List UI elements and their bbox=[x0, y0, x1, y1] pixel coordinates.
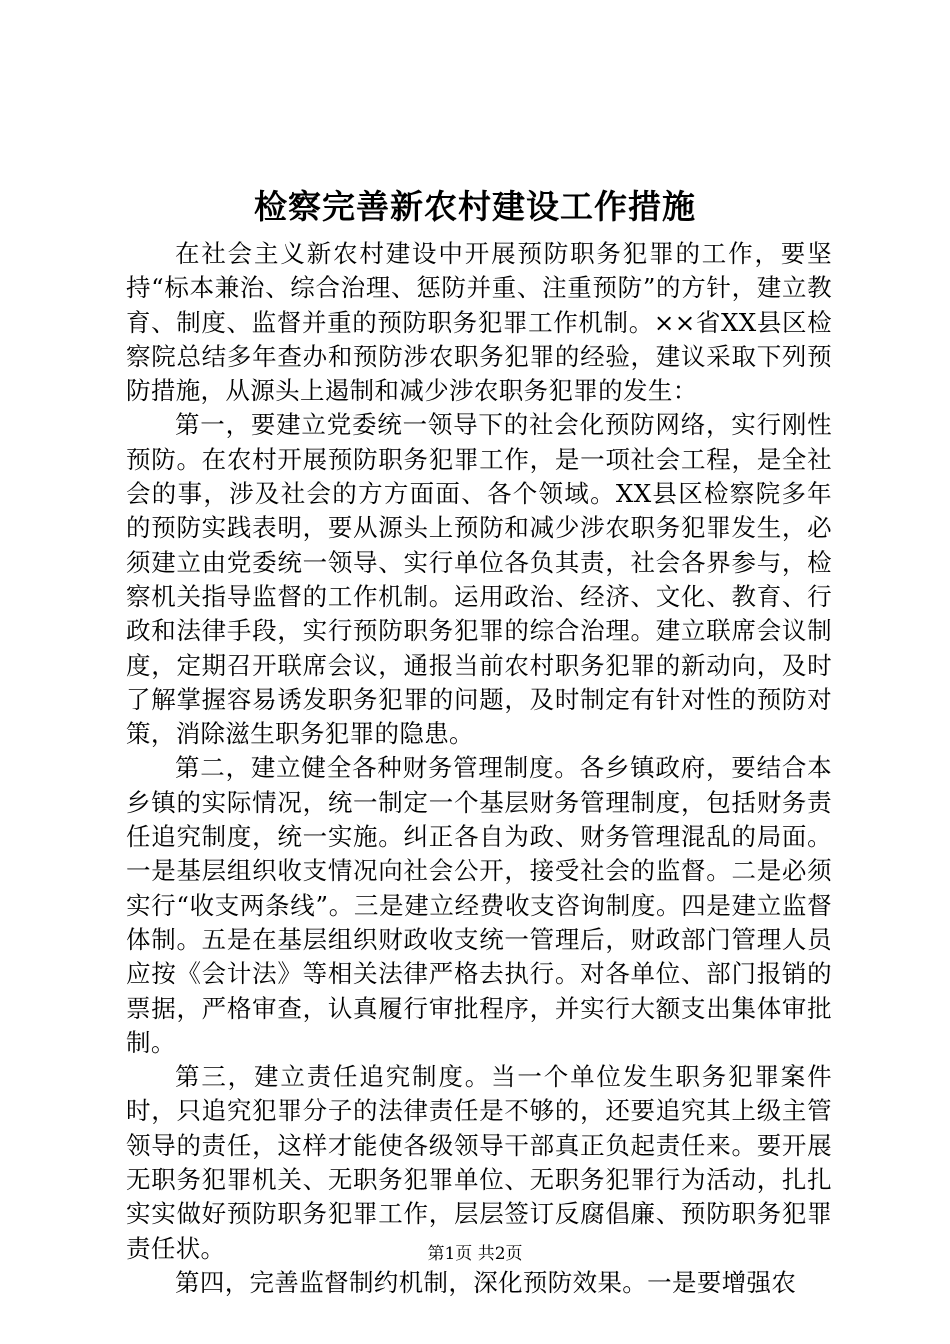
page-title: 检察完善新农村建设工作措施 bbox=[254, 187, 696, 226]
paragraph-measure-1: 第一，要建立党委统一领导下的社会化预防网络，实行刚性预防。在农村开展预防职务犯罪工作，是一项社会工程，是全社会的事，涉及社会的方方面面、各个领域。XX县区检察院多年的预防实践表明，要从源头上预防和减少涉农职务犯罪发生，必须建立由党委统一领导、实行单位各负其责，社会各界参与，检察机关指导监督的工作机制。运用政治、经济、文化、教育、行政和法律手段，实行预防职务犯罪的综合治理。建立联席会议制度，定期召开联席会议，通报当前农村职务犯罪的新动向，及时了解掌握容易诱发职务犯罪的问题，及时制定有针对性的预防对策，消除滋生职务犯罪的隐患。 bbox=[126, 410, 832, 749]
paragraph-measure-2: 第二，建立健全各种财务管理制度。各乡镇政府，要结合本乡镇的实际情况，统一制定一个基层财务管理制度，包括财务责任追究制度，统一实施。纠正各自为政、财务管理混乱的局面。一是基层组织收支情况向社会公开，接受社会的监督。二是必须实行“收支两条线”。三是建立经费收支咨询制度。四是建立监督体制。五是在基层组织财政收支统一管理后，财政部门管理人员应按《会计法》等相关法律严格去执行。对各单位、部门报销的票据，严格审查，认真履行审批程序，并实行大额支出集体审批制。 bbox=[126, 753, 832, 1057]
document-body bbox=[126, 237, 832, 1300]
paragraph-measure-3: 第三，建立责任追究制度。当一个单位发生职务犯罪案件时，只追究犯罪分子的法律责任是不够的，还要追究其上级主管领导的责任，这样才能使各级领导干部真正负起责任来。要开展无职务犯罪机关、无职务犯罪单位、无职务犯罪行为活动，扎扎实实做好预防职务犯罪工作，层层签订反腐倡廉、预防职务犯罪责任状。 bbox=[126, 1062, 832, 1263]
paragraph-intro: 在社会主义新农村建设中开展预防职务犯罪的工作，要坚持“标本兼治、综合治理、惩防并重、注重预防”的方针，建立教育、制度、监督并重的预防职务犯罪工作机制。××省XX县区检察院总结多年查办和预防涉农职务犯罪的经验，建议采取下列预防措施，从源头上遏制和减少涉农职务犯罪的发生： bbox=[126, 239, 832, 406]
page-number-footer: 第1页 共2页 bbox=[427, 1244, 523, 1264]
paragraph-measure-4: 第四，完善监督制约机制，深化预防效果。一是要增强农 bbox=[175, 1267, 797, 1297]
